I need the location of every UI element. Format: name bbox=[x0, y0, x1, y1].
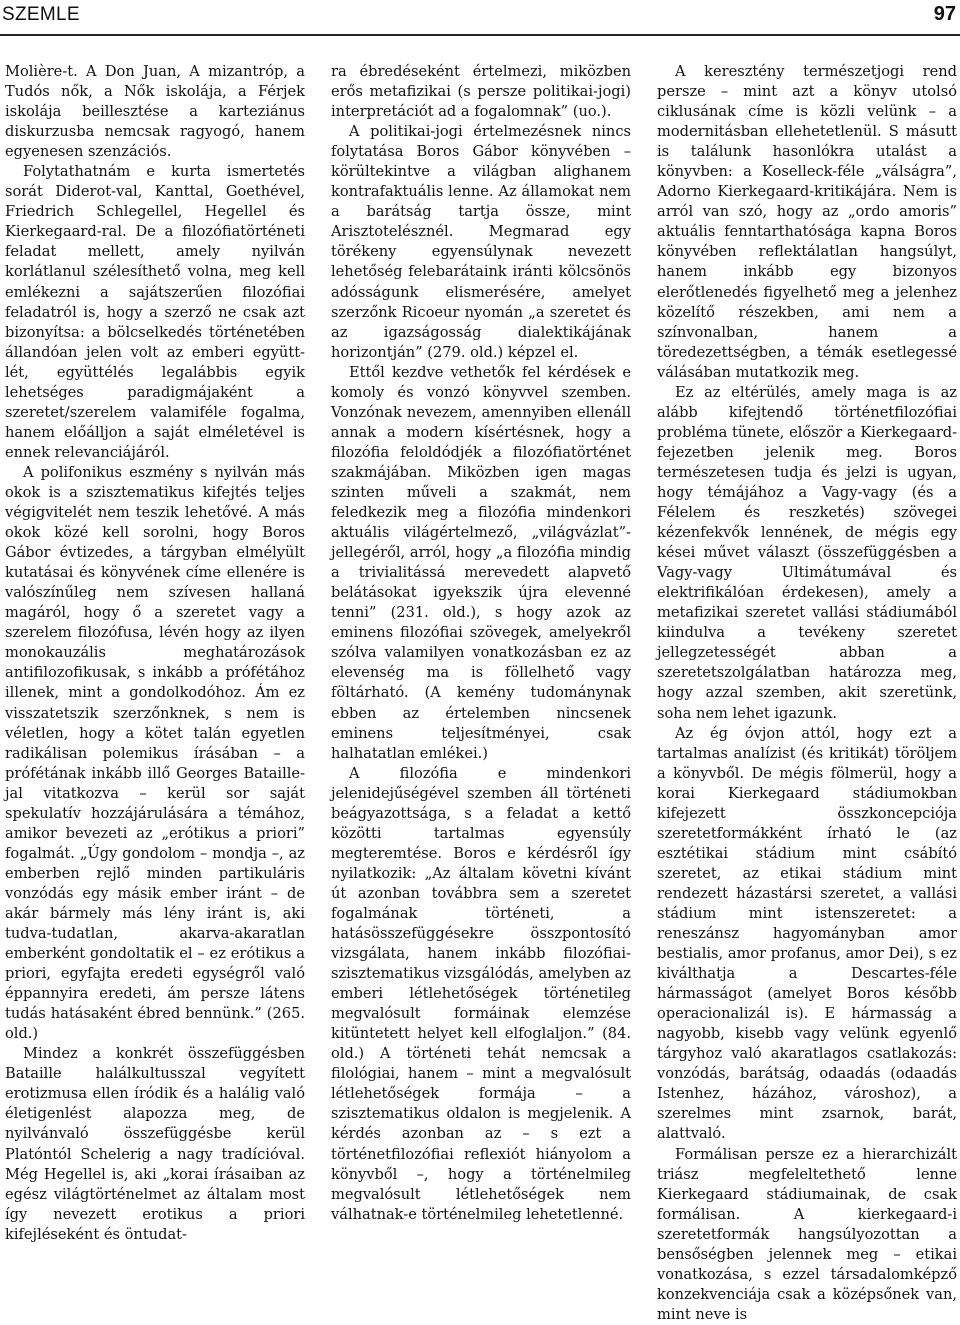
paragraph: A keresztény természetjogi rend persze – mint azt a könyv utolsó ciklusának címe is közli velünk – a modernitásban ellehetetlenül. S másutt is találunk hasonlókra utalást a könyvben: a Koselleck-féle „válságra”, Adorno Kierkegaard-kritikájára. Nem is arról van szó, hogy az „ordo amoris” aktuális fenntarthatósága kapna Boros könyvében reflektálatlan hangsúlyt, hanem inkább egy bizonyos elerőtlenedés figyelhető meg a jelenhez közelítő részekben, ami nem a színvonalban, hanem a töredezettségben, a témák esetlegessé válásában mutatkozik meg. bbox=[657, 63, 957, 381]
paragraph: Ettől kezdve vethetők fel kérdések e komoly és vonzó könyvvel szemben. Vonzónak nevezem, amennyiben ellenáll annak a modern kísértésnek, hogy a filozófia feloldódjék a filozófiatörténet szakmájában. Miközben igen magas szinten műveli a szakmát, nem feledkezik meg a filozófia mindenkori aktuális világértelmező, „világvázlat”-jellegéről, arról, hogy „a filozófia mindig a trivialitássá merevedett alapvető belátásokat igyekszik újra elevenné tenni” (231. old.), s hogy azok az eminens filozófiai szövegek, amelyekről szólva valamilyen vonatkozásban ez az elevenség ma is föllelhető vagy föltárható. (A kemény tudománynak ebben az értelemben nincsenek eminens teljesítményei, csak halhatatlan emlékei.) bbox=[331, 363, 631, 762]
paragraph: A filozófia e mindenkori jelenidejűségével szemben áll történeti beágyazottsága, s a feladat a kettő közötti tartalmas egyensúly megteremtése. Boros e kérdésről így nyilatkozik: „Az általam követni kívánt út azonban továbbra sem a szeretet fogalmának történeti, a hatásösszefüggésekre összpontosító vizsgálata, hanem inkább filozófiai-szisztematikus vizsgálódás, amelyben az emberi létlehetőségek történetileg megvalósult formáinak elemzése kitüntetett helyet kell elfoglaljon.” (84. old.) A történeti tehát nemcsak a filológiai, hanem – mint a megvalósult létlehetőségek formája – a szisztematikus oldalon is megjelenik. A kérdés azonban az – s ezt a történetfilozófiai reflexiót hiányolom a könyvből –, hogy a történelmileg megvalósult létlehetőségek nem válhatnak-e történelmileg lehetetlenné. bbox=[331, 764, 631, 1223]
text-column-2 bbox=[331, 62, 631, 1292]
paragraph: Az ég óvjon attól, hogy ezt a tartalmas analízist (és kritikát) töröljem a könyvből. De mégis fölmerül, hogy a korai Kierkegaard stádiumokban kifejezett összkoncepciója szeretetformákként írható le (az esztétikai stádium mint csábító szeretet, az etikai stádium mint rendezett házastársi szeretet, a vallási stádium mint istenszeretet: a reneszánsz hagyományban amor bestialis, amor profanus, amor Dei), s ez kiválthatja a Descartes-féle hármasságot (amelyet Boros később operacionalizál is). E hármasság a nagyobb, kisebb vagy velünk egyenlő tárgyhoz való akaratlagos csatlakozás: vonzódás, barátság, odaadás (odaadás Istenhez, házához, városhoz), a szerelmes mint zsarnok, barát, alattvaló. bbox=[657, 724, 957, 1143]
paragraph: ra ébredéseként értelmezi, miközben erős metafizikai (s persze politikai-jogi) interpretációt ad a fogalomnak” (uo.). bbox=[331, 63, 631, 121]
text-column-3 bbox=[657, 62, 957, 1323]
page-number: 97 bbox=[933, 3, 956, 25]
section-title: SZEMLE bbox=[2, 4, 80, 25]
paragraph: Molière-t. A Don Juan, A mizantróp, a Tudós nők, a Nők iskolája, a Férjek iskolája beillesztése a karteziánus diskurzusba nemcsak ragyogó, hanem egyenesen szenzációs. bbox=[5, 63, 305, 161]
paragraph: A politikai-jogi értelmezésnek nincs folytatása Boros Gábor könyvében – körültekintve a világban alighanem kontrafaktuális lenne. Az államokat nem a barátság tartja össze, mint Arisztotelésznél. Megmarad egy törékeny egyensúlynak nevezett lehetőség felebarátaink iránti kölcsönös adósságunk elismerésére, amelyet szerzőnk Ricoeur nyomán „a szeretet és az igazságosság dialektikájának horizontján” (279. old.) képzel el. bbox=[331, 123, 631, 361]
paragraph: Formálisan persze ez a hierarchizált triász megfeleltethető lenne Kierkegaard stádiumainak, de csak formálisan. A kierkegaard-i szeretetformák hangsúlyozottan a bensőségben jelennek meg – etikai vonatkozása, s ezzel társadalomképző konzekvenciája csak a középsőnek van, mint neve is bbox=[657, 1145, 957, 1323]
paragraph: Ez az eltérülés, amely maga is az alább kifejtendő történetfilozófiai probléma tünete, először a Kierkegaard-fejezetben jelenik meg. Boros természetesen tudja és jelzi is ugyan, hogy témájához a Vagy-vagy (és a Félelem és reszketés) szövegei kézenfekvők lennének, de mégis egy kései művet választ (összefüggésben a Vagy-vagy Ultimátumával és elektrifikálóan érdekesen), amely a metafizikai szeretet vallási stádiumából kiindulva a tevékeny szeretet jellegzetességét abban a szeretetszolgálatban határozza meg, hogy azzal szemben, akit szeretünk, soha nem lehet igazunk. bbox=[657, 383, 957, 722]
paragraph: Mindez a konkrét összefüggésben Bataille halálkultusszal vegyített erotizmusa ellen íródik és a halálig való életigenlést alapozza meg, de nyilvánvaló összefüggésbe kerül Platóntól Schelerig a nagy tradícióval. Még Hegellel is, aki „korai írásaiban az egész világtörténelmet az általam most így nevezett erotikus a priori kifejléseként és öntudat- bbox=[5, 1045, 305, 1243]
text-column-1 bbox=[5, 62, 305, 1292]
paragraph: Folytathatnám e kurta ismertetés sorát Diderot-val, Kanttal, Goethével, Friedrich Schlegellel, Hegellel és Kierkegaard-ral. De a filozófiatörténeti feladat mellett, amely nyilván korlátlanul szélesíthető volna, meg kell emlékezni a sajátszerűen filozófiai feladatról is, hogy a szerző ne csak azt bizonyítsa: a bölcselkedés történetében állandóan jelen volt az emberi együtt-lét, együttélés legalábbis egyik lehetséges paradigmájaként a szeretet/szerelem valamiféle fogalma, hanem előálljon a saját elméletével is ennek relevanciájáról. bbox=[5, 163, 305, 461]
running-header bbox=[0, 0, 960, 36]
paragraph: A polifonikus eszmény s nyilván más okok is a szisztematikus kifejtés teljes végigvitelét nem teszik lehetővé. A más okok közé kell sorolni, hogy Boros Gábor évtizedes, a tárgyban elmélyült kutatásai és könyvének címe ellenére is valószínűleg nem szívesen hallaná magáról, hogy ő a szeretet vagy a szerelem filozófusa, lévén hogy az ilyen monokauzális meghatározások antifilozofikusak, s inkább a prófétához illenek, mint a gondolkodóhoz. Ám ez visszatetszik szerzőnknek, s nem is véletlen, hogy a kötet talán egyetlen radikálisan polemikus írásában – a prófétának inkább illő Georges Bataille-jal vitatkozva – kerül sor saját spekulatív hozzájárulására a témához, amikor bevezeti az „erótikus a priori” fogalmát. „Úgy gondolom – mondja –, az emberben rejlő minden partikuláris vonzódás egy másik ember iránt – de akár bármely más lény iránt is, aki tudva-tudatlan, akarva-akaratlan emberként gondoltatik el – ez erótikus a priori, egyfajta eredeti egységről való éppannyira eredeti, ám persze látens tudás hatásaként ébred bennünk.” (265. old.) bbox=[5, 463, 305, 1043]
